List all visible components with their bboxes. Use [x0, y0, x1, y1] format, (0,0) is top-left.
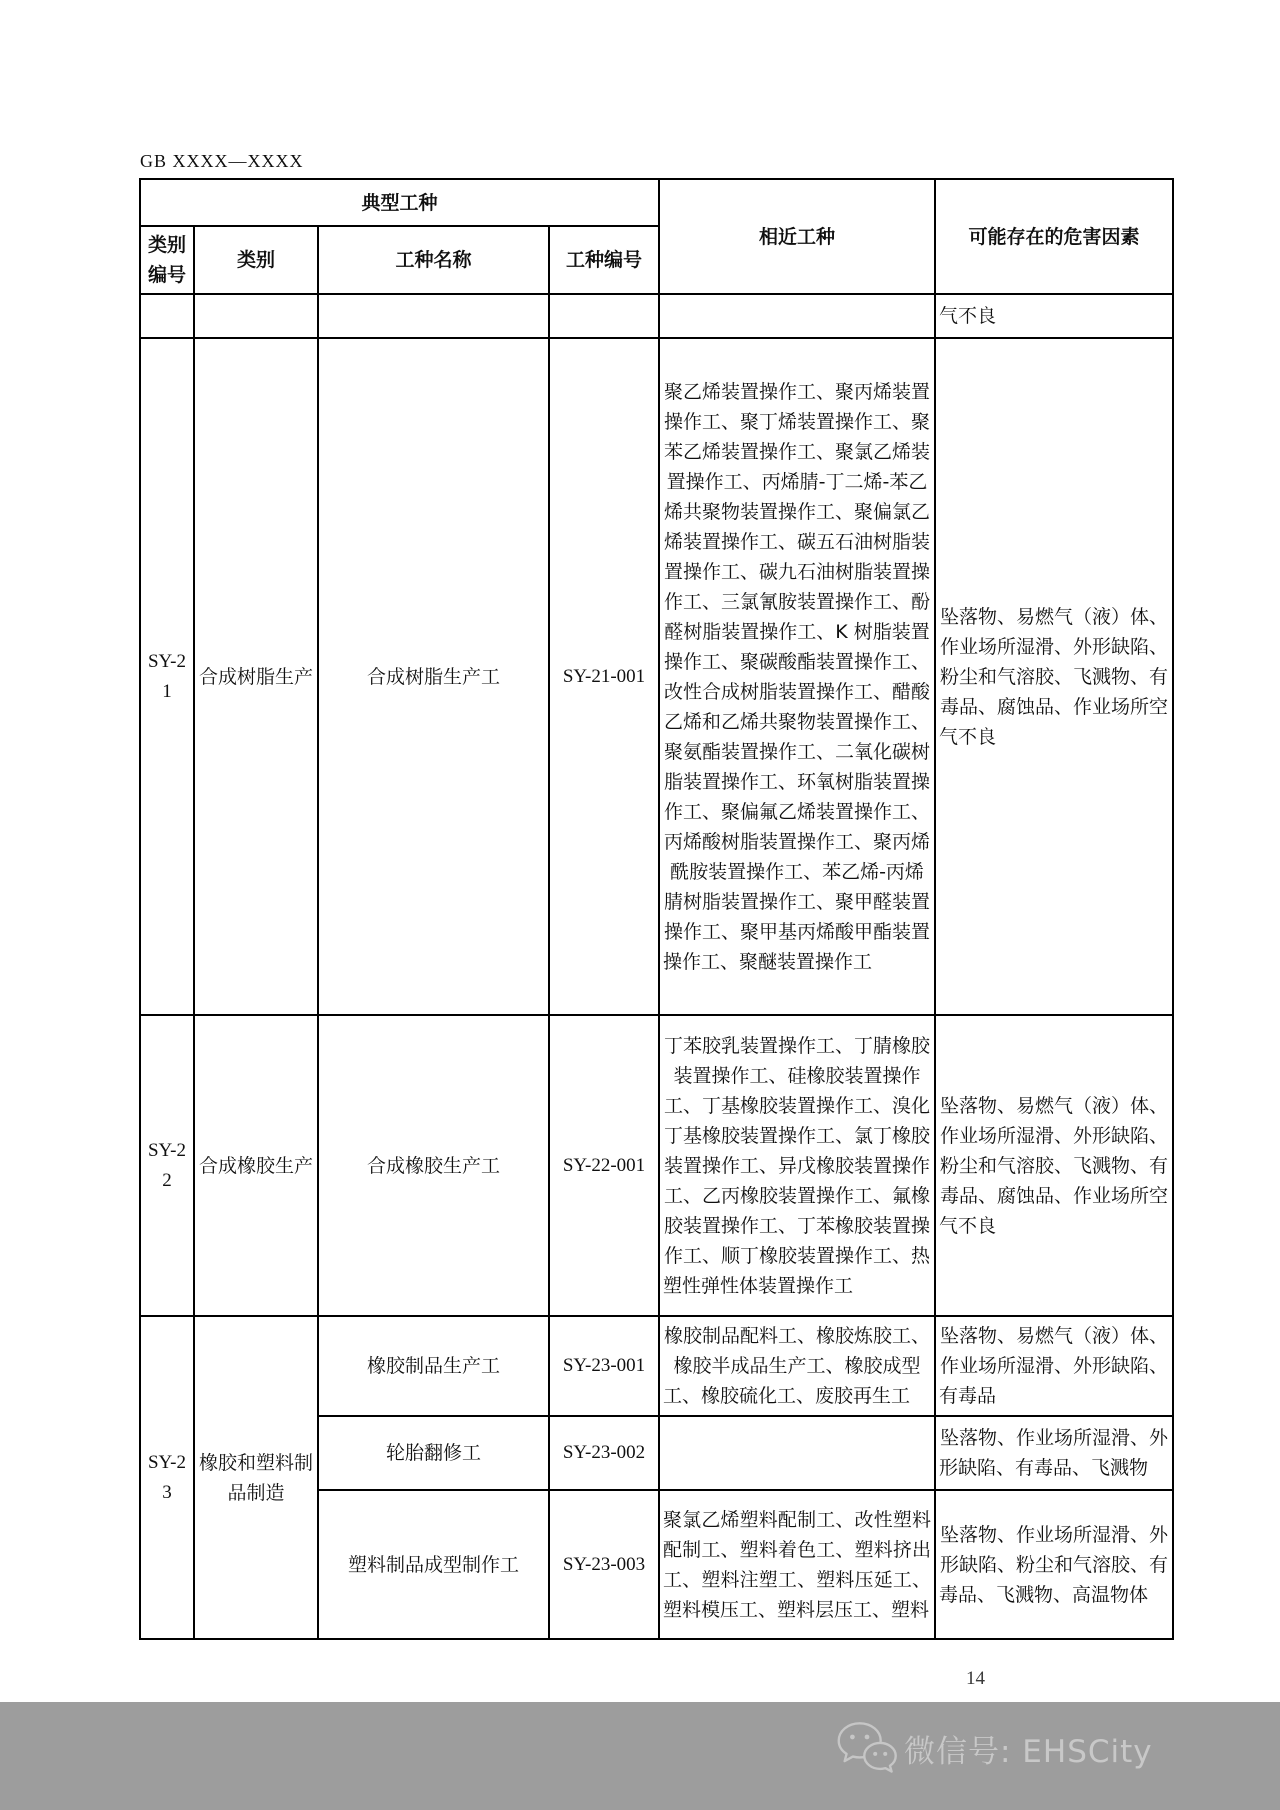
cell-job-name: 合成树脂生产工: [318, 338, 549, 1015]
cell-hazards: 坠落物、作业场所湿滑、外形缺陷、粉尘和气溶胶、有毒品、飞溅物、高温物体: [935, 1490, 1173, 1639]
cell-job-name: 橡胶制品生产工: [318, 1316, 549, 1416]
cell-empty: [659, 294, 935, 338]
wechat-account-label: 微信号: EHSCity: [904, 1734, 1153, 1770]
cell-category: 橡胶和塑料制品制造: [194, 1316, 318, 1639]
cell-job-name: 塑料制品成型制作工: [318, 1490, 549, 1639]
footer-watermark-bar: [0, 1702, 1280, 1810]
cell-hazards: 坠落物、易燃气（液）体、作业场所湿滑、外形缺陷、粉尘和气溶胶、飞溅物、有毒品、腐蚀品、作业场所空气不良: [935, 1015, 1173, 1316]
cell-hazards: 坠落物、作业场所湿滑、外形缺陷、有毒品、飞溅物: [935, 1416, 1173, 1490]
cell-similar-jobs: 橡胶制品配料工、橡胶炼胶工、橡胶半成品生产工、橡胶成型工、橡胶硫化工、废胶再生工: [659, 1316, 935, 1416]
carryover-row: [140, 294, 1173, 338]
cell-category-no: SY-23: [140, 1316, 194, 1639]
cell-job-no: SY-21-001: [549, 338, 659, 1015]
header-typical-jobs: 典型工种: [140, 179, 659, 226]
job-hazard-table: [139, 178, 1174, 1640]
wechat-icon: [836, 1718, 898, 1776]
cell-category: 合成树脂生产: [194, 338, 318, 1015]
cell-job-no: SY-23-002: [549, 1416, 659, 1490]
cell-empty: [140, 294, 194, 338]
cell-hazards-carryover: 气不良: [935, 294, 1173, 338]
cell-similar-jobs: 聚乙烯装置操作工、聚丙烯装置操作工、聚丁烯装置操作工、聚苯乙烯装置操作工、聚氯乙烯装置操作工、丙烯腈-丁二烯-苯乙烯共聚物装置操作工、聚偏氯乙烯装置操作工、碳五石油树脂装置操作工、碳九石油树脂装置操作工、三氯氰胺装置操作工、酚醛树脂装置操作工、K 树脂装置操作工、聚碳酸酯装置操作工、改性合成树脂装置操作工、醋酸乙烯和乙烯共聚物装置操作工、聚氨酯装置操作工、二氧化碳树脂装置操作工、环氧树脂装置操作工、聚偏氟乙烯装置操作工、丙烯酸树脂装置操作工、聚丙烯酰胺装置操作工、苯乙烯-丙烯腈树脂装置操作工、聚甲醛装置操作工、聚甲基丙烯酸甲酯装置操作工、聚醚装置操作工: [659, 338, 935, 1015]
cell-hazards: 坠落物、易燃气（液）体、作业场所湿滑、外形缺陷、粉尘和气溶胶、飞溅物、有毒品、腐蚀品、作业场所空气不良: [935, 338, 1173, 1015]
cell-job-no: SY-23-003: [549, 1490, 659, 1639]
cell-similar-jobs: 聚氯乙烯塑料配制工、改性塑料配制工、塑料着色工、塑料挤出工、塑料注塑工、塑料压延工、塑料模压工、塑料层压工、塑料: [659, 1490, 935, 1639]
cell-similar-jobs: [659, 1416, 935, 1490]
cell-empty: [194, 294, 318, 338]
doc-code: GB XXXX—XXXX: [140, 151, 304, 171]
cell-job-name: 轮胎翻修工: [318, 1416, 549, 1490]
page-number: 14: [966, 1668, 985, 1689]
header-similar-jobs: 相近工种: [659, 179, 935, 294]
cell-job-no: SY-23-001: [549, 1316, 659, 1416]
cell-similar-jobs: 丁苯胶乳装置操作工、丁腈橡胶装置操作工、硅橡胶装置操作工、丁基橡胶装置操作工、溴化丁基橡胶装置操作工、氯丁橡胶装置操作工、异戊橡胶装置操作工、乙丙橡胶装置操作工、氟橡胶装置操作工、丁苯橡胶装置操作工、顺丁橡胶装置操作工、热塑性弹性体装置操作工: [659, 1015, 935, 1316]
table-row-sy21: [140, 338, 1173, 1015]
header-category: 类别: [194, 226, 318, 294]
header-job-name: 工种名称: [318, 226, 549, 294]
cell-empty: [549, 294, 659, 338]
cell-job-name: 合成橡胶生产工: [318, 1015, 549, 1316]
header-category-no: 类别编号: [140, 226, 194, 294]
cell-category-no: SY-22: [140, 1015, 194, 1316]
table-row-sy22: [140, 1015, 1173, 1316]
cell-hazards: 坠落物、易燃气（液）体、作业场所湿滑、外形缺陷、有毒品: [935, 1316, 1173, 1416]
cell-empty: [318, 294, 549, 338]
cell-job-no: SY-22-001: [549, 1015, 659, 1316]
header-job-no: 工种编号: [549, 226, 659, 294]
cell-category-no: SY-21: [140, 338, 194, 1015]
header-row-top: [140, 179, 1173, 226]
header-hazards: 可能存在的危害因素: [935, 179, 1173, 294]
cell-category: 合成橡胶生产: [194, 1015, 318, 1316]
table-row-sy23-001: [140, 1316, 1173, 1416]
